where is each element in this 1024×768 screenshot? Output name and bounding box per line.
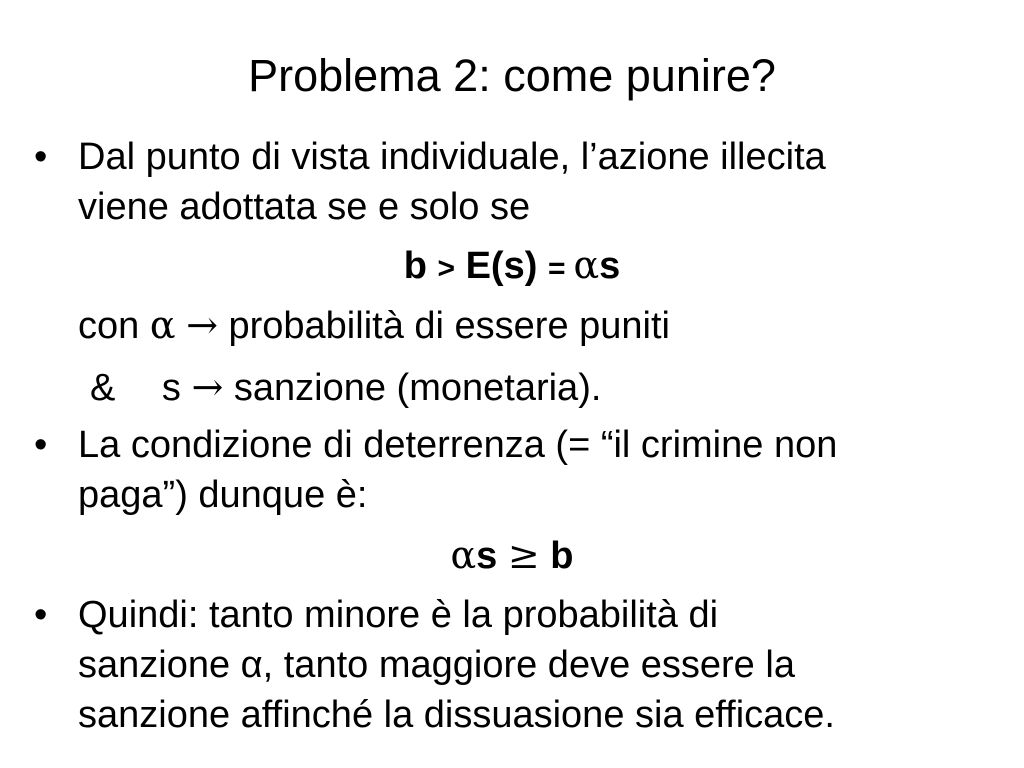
definition-alpha-text: probabilità di essere puniti xyxy=(228,305,670,347)
right-arrow-icon: → xyxy=(186,303,218,347)
bullet-3-line-2: sanzione α, tanto maggiore deve essere la xyxy=(78,644,795,686)
formula-1-eq: = xyxy=(547,252,566,285)
formula-2-s: s xyxy=(476,535,498,577)
definition-s-symbol: s xyxy=(161,367,181,409)
definition-alpha-symbol: α xyxy=(149,303,176,347)
definition-s-amp: & xyxy=(90,367,116,409)
right-arrow-icon: → xyxy=(191,365,224,409)
formula-1-expectation: E(s) xyxy=(465,245,538,287)
formula-2-alpha: α xyxy=(450,533,477,577)
formula-deterrence xyxy=(0,530,1024,581)
definition-alpha xyxy=(78,300,670,351)
formula-1-s: s xyxy=(599,245,621,287)
definition-alpha-prefix: con xyxy=(78,305,140,347)
definition-s xyxy=(90,362,601,413)
bullet-2-line-2: paga”) dunque è: xyxy=(78,474,368,516)
formula-1-b: b xyxy=(403,245,427,287)
bullet-2-line-1: La condizione di deterrenza (= “il crimine non xyxy=(78,424,838,466)
bullet-1-line-2: viene adottata se e solo se xyxy=(78,186,531,228)
bullet-2-marker: • xyxy=(34,424,48,466)
slide-title: Problema 2: come punire? xyxy=(248,50,776,101)
definition-s-text: sanzione (monetaria). xyxy=(233,367,602,409)
bullet-3-marker: • xyxy=(34,594,48,636)
bullet-3-line-3: sanzione affinché la dissuasione sia efficace. xyxy=(78,694,835,736)
formula-2-geq: ≥ xyxy=(507,533,540,577)
bullet-1-line-1: Dal punto di vista individuale, l’azione illecita xyxy=(78,136,826,178)
bullet-1-marker: • xyxy=(34,136,48,178)
formula-1-gt: > xyxy=(437,252,456,285)
formula-expected-sanction xyxy=(0,240,1024,294)
formula-1-alpha: α xyxy=(573,243,600,287)
formula-2-b: b xyxy=(550,535,574,577)
bullet-3-line-1: Quindi: tanto minore è la probabilità di xyxy=(78,594,719,636)
